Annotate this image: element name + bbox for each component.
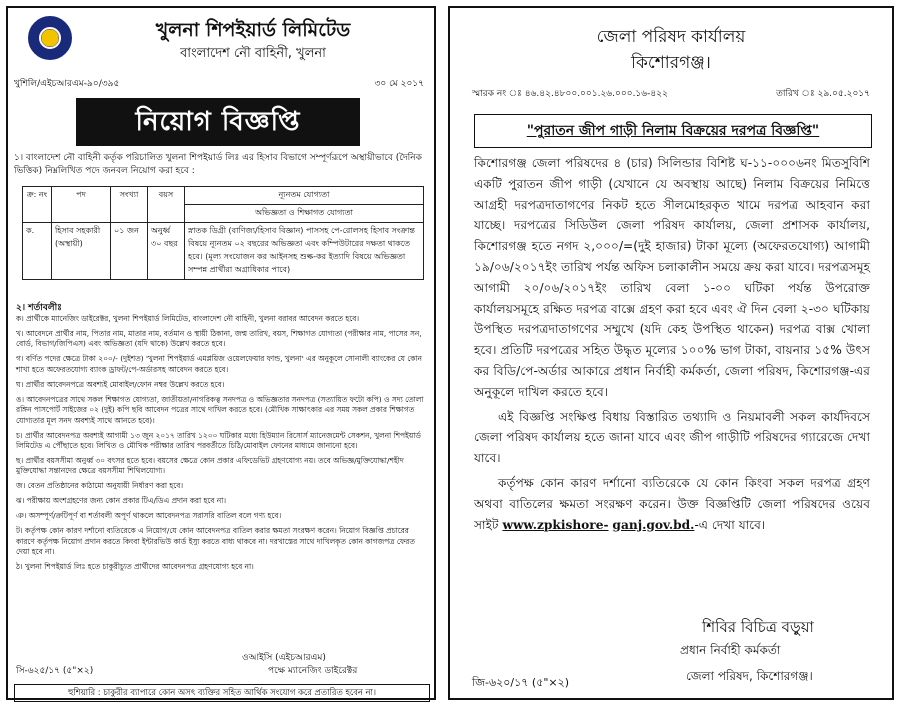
para-3: [474, 473, 870, 535]
th-post: পদ: [52, 187, 111, 223]
notice-body: [474, 153, 870, 539]
para-2: এই বিজ্ঞপ্তি সংক্ষিপ্ত বিধায় বিস্তারিত তথ্যাদি ও নিয়মাবলী সকল কার্যদিবসে জেলা পরিষদ কার্যালয় হতে জানা যাবে এবং জীপ গাড়ীটি পরিষদের গ্যারেজে দেখা যাবে।: [474, 409, 870, 466]
district-name: কিশোরগঞ্জ।: [631, 53, 711, 73]
signer-name: শিবির বিচিত্র বড়ুয়া: [702, 618, 814, 636]
ad-ref: জি-৬২০/১৭ (৫"×২): [472, 676, 570, 689]
list-item: ঞ। অসম্পূর্ণ/ক্রটিপূর্ণ বা শর্তাবলী অপূর্ণ থাকলে আবেদনপত্র সরাসরি বাতিল বলে গণ্য হবে।: [16, 511, 282, 521]
intro-text: ১। বাংলাদেশ নৌ বাহিনী কর্তৃক পরিচালিত খুলনা শিপইয়ার্ড লিঃ এর হিসাব বিভাগে সম্পূর্ণরূপে অস্থায়ীভাবে (দৈনিক ভিত্তিক) নিম্নলিখিত পদে জনবল নিয়োগ করা হবে :: [14, 153, 422, 176]
memo-number: খুশিলি/এইচআরএম-৯০/৩৯৫: [14, 79, 120, 89]
org-name: খুলনা শিপইয়ার্ড লিমিটেড: [155, 19, 351, 41]
shipyard-logo-icon: [28, 16, 72, 60]
th-exp: অভিজ্ঞতা ও শিক্ষাগত যোগ্যতা: [185, 205, 424, 223]
recruitment-notice: [6, 6, 436, 700]
th-serial: ক্র: নং: [23, 187, 52, 223]
conditions-list: [16, 314, 428, 577]
list-item: ঠ। খুলনা শিপইয়ার্ড লিঃ হতে চাকুরীচ্যুত প্রার্থীদের আবেদনপত্র গ্রহণযোগ্য হবে না।: [16, 562, 254, 572]
conditions-heading: ২। শর্তাবলীঃ: [16, 303, 62, 313]
cell-age: অনুর্ধ্ব ৩০ বছর: [148, 223, 185, 280]
notice-heading: "পুরাতন জীপ গাড়ী নিলাম বিক্রয়ের দরপত্র বিজ্ঞপ্তি": [474, 114, 872, 148]
cell-qual: স্নাতক ডিগ্রী (বাণিজ্য/হিসাব বিজ্ঞান) পাসসহ পে-রোলসহ হিসাব সংক্রান্ত বিষয়ে ন্যূনতম ০২ বছরের অভিজ্ঞতা এবং কম্পিউটারের দক্ষতা থাকতে হবে। (মূল্য সংযোজন কর আইনসহ শুল্ক-কর ইত্যাদি বিষয়ে অভিজ্ঞতা সম্পন্ন প্রার্থীরা অগ্রাধিকার পাবে): [185, 223, 424, 280]
signer-designation: প্রধান নির্বাহী কর্মকর্তা: [680, 643, 781, 657]
notice-date: ৩০ মে ২০১৭: [374, 79, 424, 89]
cell-post: হিসাব সহকারী (অস্থায়ী): [52, 223, 111, 280]
ad-ref: সি-৬২৫/১৭ (৫"×২): [16, 666, 94, 676]
list-item: ট। কর্তৃপক্ষ কোন কারণ দর্শানো ব্যতিরেকে এ নিয়োগ/যে কোন আবেদনপত্র বাতিল করার ক্ষমতা সংরক্ষণ করেন। নিয়োগ বিজ্ঞপ্তি প্রচারের কারণে কর্তৃপক্ষ নিয়োগ প্রদান করতে কিংবা ইন্টারভিউ কার্ড ইস্যু করতে বাধ্য থাকবে না। দরখাস্তের সাথে দাখিলকৃত কোন কাগজপত্র ফেরত দেয়া হবে না।: [16, 526, 415, 557]
requirements-table: [22, 186, 424, 280]
list-item: ছ। প্রার্থীর বয়সসীমা অনুর্ধ্ব ৩০ বৎসর হতে হবে। বয়সের ক্ষেত্রে কোন প্রকার এফিডেভিট গ্রহণযোগ্য নয়। তবে অভিজ্ঞ/মুক্তিযোদ্ধা/শহীদ মুক্তিযোদ্ধা সন্তানদের ক্ষেত্রে বয়সসীমা শিথিলযোগ্য।: [16, 456, 404, 476]
list-item: জ। বেতন প্রতিষ্ঠানের কাঠামো অনুযায়ী নির্ধারণ করা হবে।: [16, 481, 183, 491]
notice-banner: নিয়োগ বিজ্ঞপ্তি: [76, 98, 360, 146]
list-item: ঘ। প্রার্থীর আবেদনপত্রে অবশ্যই মোবাইল/ফোন নম্বর উল্লেখ করতে হবে।: [16, 379, 225, 389]
list-item: গ। বর্ণিত পদের ক্ষেত্রে টাকা ২০০/- (দুইশত) 'খুলনা শিপইয়ার্ড এমপ্লয়িজ ওয়েলফেয়ার ফান্ড, খুলনা' এর অনুকূলে সোনালী ব্যাংকের যে কোন শাখা হতে অফেরতযোগ্য ব্যাংক ড্রাফট/পে-অর্ডারসহ আবেদন করতে হবে।: [16, 354, 422, 374]
para-3-text: কর্তৃপক্ষ কোন কারণ দর্শানো ব্যতিরেকে যে কোন কিংবা সকল দরপত্র গ্রহণ অথবা বাতিলের ক্ষমতা সংরক্ষণ করেন। উক্ত বিজ্ঞপ্তিটি জেলা পরিষদের ওয়েব সাইট: [474, 475, 870, 532]
memo-number: স্মারক নং ঃ ৪৬.৪২.৪৮০০.০০১.২৬.০০০.১৬-৪২২: [472, 89, 668, 99]
signer-title: ওআইসি (এইচআরএম): [242, 653, 326, 663]
warning-box: হুশিয়ারি : চাকুরীর ব্যাপারে কোন অসৎ ব্যক্তির সহিত আর্থিক সংযোগ করে প্রতারিত হবেন না।: [14, 684, 430, 702]
cell-count: ০১ জন: [111, 223, 148, 280]
para-1: কিশোরগঞ্জ জেলা পরিষদের ৪ (চার) সিলিন্ডার বিশিষ্ট ঘ-১১-০০০৬নং মিতসুবিশি একটি পুরাতন জীপ গাড়ী (যেখানে যে অবস্থায় আছে) নিলাম বিক্রয়ের নিমিত্তে আগ্রহী দরপত্রদাতাগণের নিকট হতে সীলমোহরকৃত খামে দরপত্র আহবান করা যাচ্ছে। দরপত্রের সিডিউল জেলা পরিষদ কার্যালয়, জেলা প্রশাসক কার্যালয়, কিশোরগঞ্জ হতে নগদ ২,০০০/=(দুই হাজার) টাকা মূল্যে (অফেরতযোগ্য) আগামী ১৯/০৬/২০১৭ইং তারিখ পর্যন্ত অফিস চলাকালীন সময়ে ক্রয় করা যাবে। দরপত্রসমূহ আগামী ২০/০৬/২০১৭ইং তারিখ বেলা ১-০০ ঘটিকা পর্যন্ত উপরোক্ত কার্যালয়সমূহে রক্ষিত দরপত্র বাক্সে গ্রহণ করা হবে এবং ঐ দিন বেলা ২-৩০ ঘটিকায় উপস্থিত দরপত্রদাতাগণের সম্মুখে (যদি কেহ উপস্থিত থাকেন) দরপত্র বাক্স খোলা হবে। প্রতিটি দরপত্রের সহিত উদ্ধৃত মূল্যের ১০০% ভাগ টাকা, বায়নার ১৫% উৎস কর বিডি/পে-অর্ডার আকারে প্রধান নির্বাহী কর্মকর্তা, জেলা পরিষদ, কিশোরগঞ্জ-এর অনুকূলে দাখিল করতে হবে।: [474, 156, 870, 399]
signer-for: পক্ষে ম্যানেজিং ডাইরেক্টর: [268, 666, 358, 676]
list-item: ঙ। আবেদনপত্রের সাথে সকল শিক্ষাগত যোগ্যতা, জাতীয়তা/নাগরিকত্ব সনদপত্র ও অভিজ্ঞতার সনদপত্র (সত্যায়িত ফটো কপি) ও সদ্য তোলা রঙ্গিন পাসপোর্ট সাইজের ০২ (দুই) কপি ছবি আবেদন পত্রের সাথে দাখিল করতে হবে। (মৌখিক সাক্ষাৎকার এর সময় সকল প্রকার শিক্ষাগত যোগ্যতার মূল সনদ অবশ্যই সাথে আনতে হবে)।: [16, 394, 424, 425]
website-link-part2[interactable]: ganj.gov.bd.: [612, 517, 695, 532]
th-age: বয়স: [148, 187, 185, 223]
th-min: ন্যূনতম যোগ্যতা: [185, 187, 424, 205]
notice-date: তারিখ ঃ ২৯.০৫.২০১৭: [776, 89, 870, 99]
cell-serial: ক.: [23, 223, 52, 280]
tender-notice: [448, 6, 894, 700]
signer-address: জেলা পরিষদ, কিশোরগঞ্জ।: [686, 669, 813, 683]
list-item: ক। প্রার্থীকে ম্যানেজিং ডাইরেক্টর, খুলনা শিপইয়ার্ড লিমিটেড, বাংলাদেশ নৌ বাহিনী, খুলনা বরাবর আবেদন করতে হবে।: [16, 314, 359, 323]
para-3-end: -এ দেখা যাবে।: [694, 517, 766, 532]
office-name: জেলা পরিষদ কার্যালয়: [596, 27, 746, 47]
list-item: খ। আবেদনে প্রার্থীর নাম, পিতার নাম, মাতার নাম, বর্তমান ও স্থায়ী ঠিকানা, জন্ম তারিখ, বয়স, শিক্ষাগত যোগ্যতা (পরীক্ষার নাম, পাসের সন, বোর্ড, বিভাগ/জিপিএস) এবং অভিজ্ঞতা (যদি থাকে) উল্লেখ করতে হবে।: [16, 329, 422, 349]
th-count: সংখ্যা: [111, 187, 148, 223]
website-link-part1[interactable]: www.zpkishore-: [502, 517, 609, 532]
org-sub: বাংলাদেশ নৌ বাহিনী, খুলনা: [180, 46, 326, 61]
list-item: চ। প্রার্থীর আবেদনপত্র অবশ্যই আগামী ১৩ জুন ২০১৭ তারিখ ১২০০ ঘটিকার মধ্যে হিউম্যান রিসোর্স ম্যানেজমেন্ট সেকশন, খুলনা শিপইয়ার্ড লিমিটেড এ পৌঁছাতে হবে। লিখিত ও মৌখিক পরীক্ষার তারিখ পরবর্তীতে চিঠি/মোবাইল ফোনের মাধ্যমে জানানো হবে।: [16, 430, 421, 451]
table-row: [23, 223, 424, 280]
list-item: ঝ। পরীক্ষায় অংশগ্রহণের জন্য কোন প্রকার টিএ/ডিএ প্রদান করা হবে না।: [16, 496, 226, 506]
